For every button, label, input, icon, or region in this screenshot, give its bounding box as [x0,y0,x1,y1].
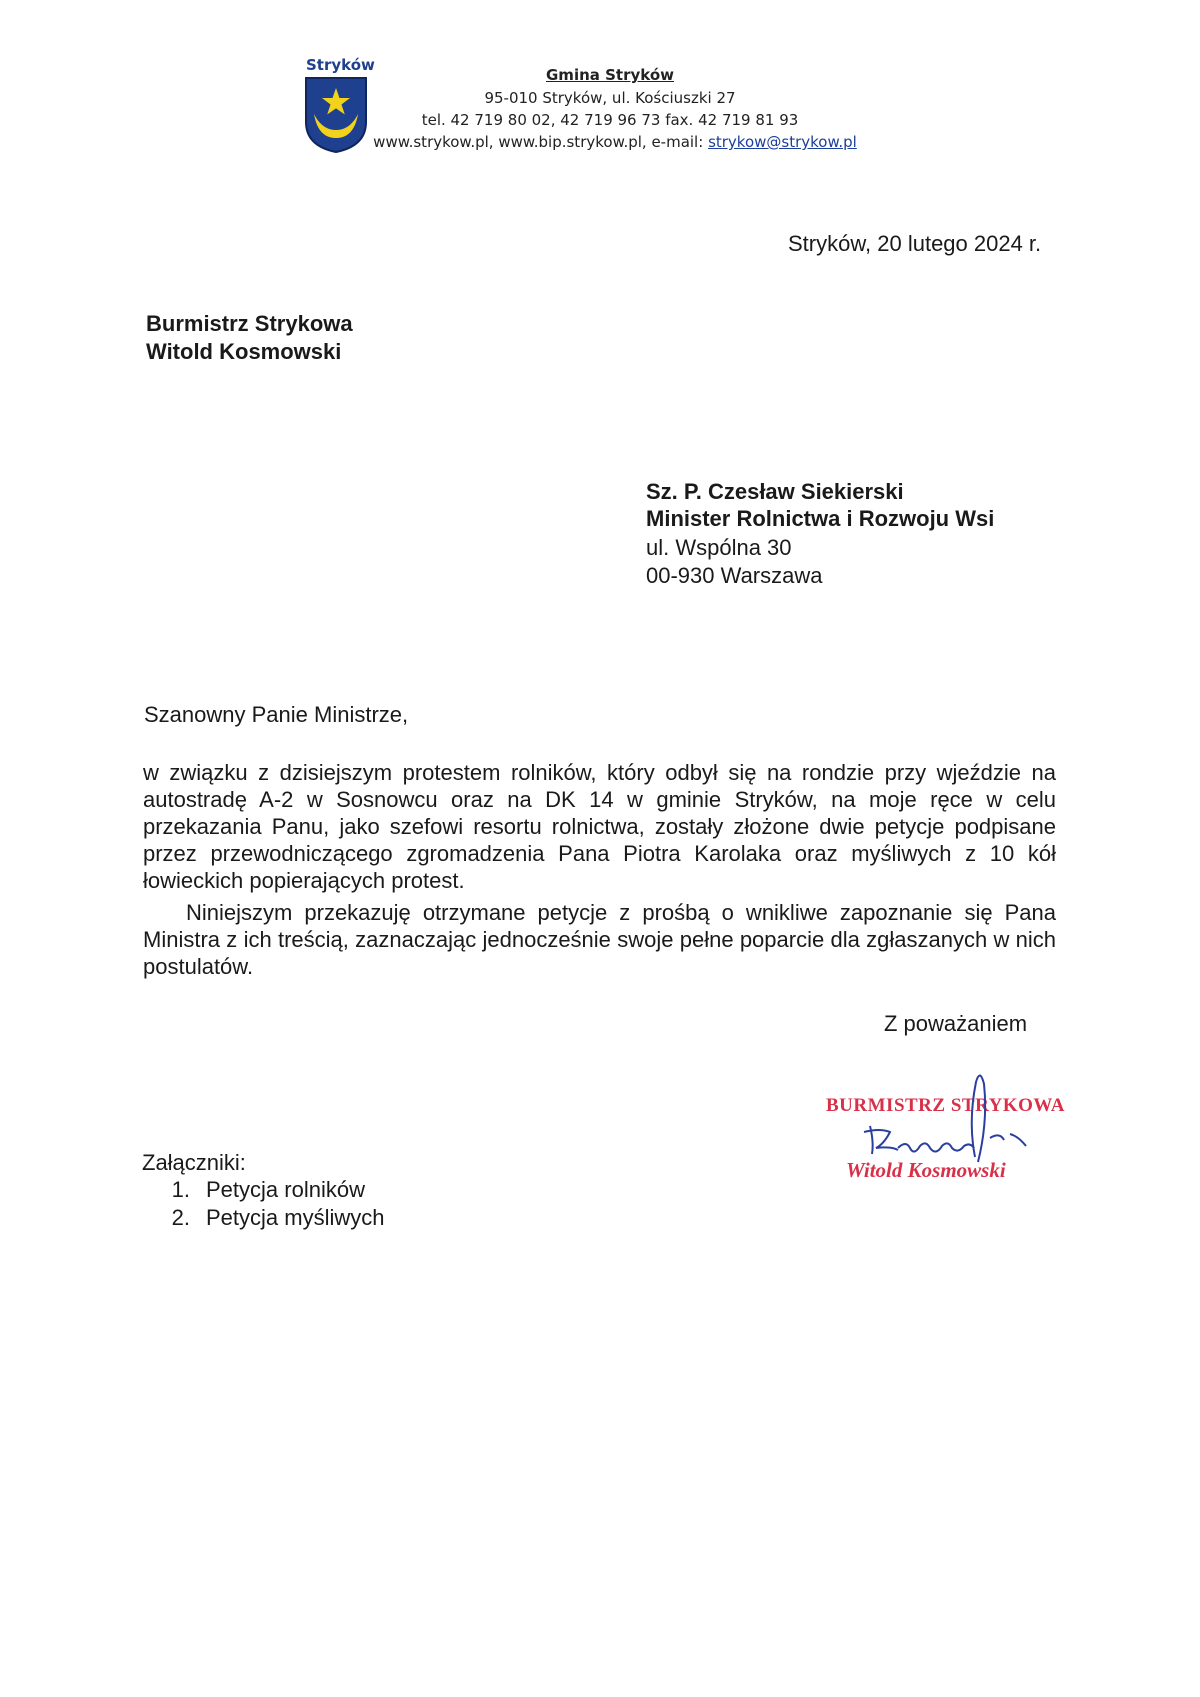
letterhead-email-link[interactable]: strykow@strykow.pl [708,133,857,151]
attachments-label: Załączniki: [142,1150,246,1175]
letterhead-name: Gmina Stryków [546,66,674,84]
recipient-name: Sz. P. Czesław Siekierski [646,479,904,504]
closing: Z poważaniem [884,1011,1028,1036]
letterhead-contacts [365,133,865,151]
recipient-title: Minister Rolnictwa i Rozwoju Wsi [646,506,995,531]
handwritten-signature [850,1062,1080,1172]
recipient-city: 00-930 Warszawa [646,563,823,588]
sender-title: Burmistrz Strykowa [146,311,353,336]
letterhead-phones: tel. 42 719 80 02, 42 719 96 73 fax. 42 719 81 93 [421,111,799,129]
letterhead-address: 95-010 Stryków, ul. Kościuszki 27 [484,89,736,107]
list-item: 2. Petycja myśliwych [171,1205,385,1230]
recipient-street: ul. Wspólna 30 [646,535,792,560]
letterhead-web: www.strykow.pl, www.bip.strykow.pl, e-mail: [373,133,709,151]
sender-name: Witold Kosmowski [146,339,342,364]
letter-date: Stryków, 20 lutego 2024 r. [788,231,1042,256]
stamp-title: BURMISTRZ STRYKOWA [826,1095,1066,1116]
stamp-name: Witold Kosmowski [846,1158,1006,1182]
attachments-list [142,1176,384,1232]
coat-of-arms-icon [304,76,368,154]
salutation: Szanowny Panie Ministrze, [144,702,409,727]
body-paragraph-2: Niniejszym przekazuję otrzymane petycje z prośbą o wnikliwe zapoznanie się Pana Ministra z ich treścią, zaznaczając jednocześnie swoje pełne poparcie dla zgłaszanych w nich postulatów. [143,900,1056,979]
crest-town-label: Stryków [306,56,375,74]
list-item: 1. Petycja rolników [171,1177,365,1202]
body-paragraph-1: w związku z dzisiejszym protestem rolników, który odbył się na rondzie przy wjeździe na autostradę A-2 w Sosnowcu oraz na DK 14 w gminie Stryków, na moje ręce w celu przekazania Panu, jako szefowi resortu rolnictwa, zostały złożone dwie petycje podpisane przez przewodniczącego zgromadzenia Pana Piotra Karolaka oraz myśliwych z 10 kół łowieckich popierających protest. [143,760,1056,893]
